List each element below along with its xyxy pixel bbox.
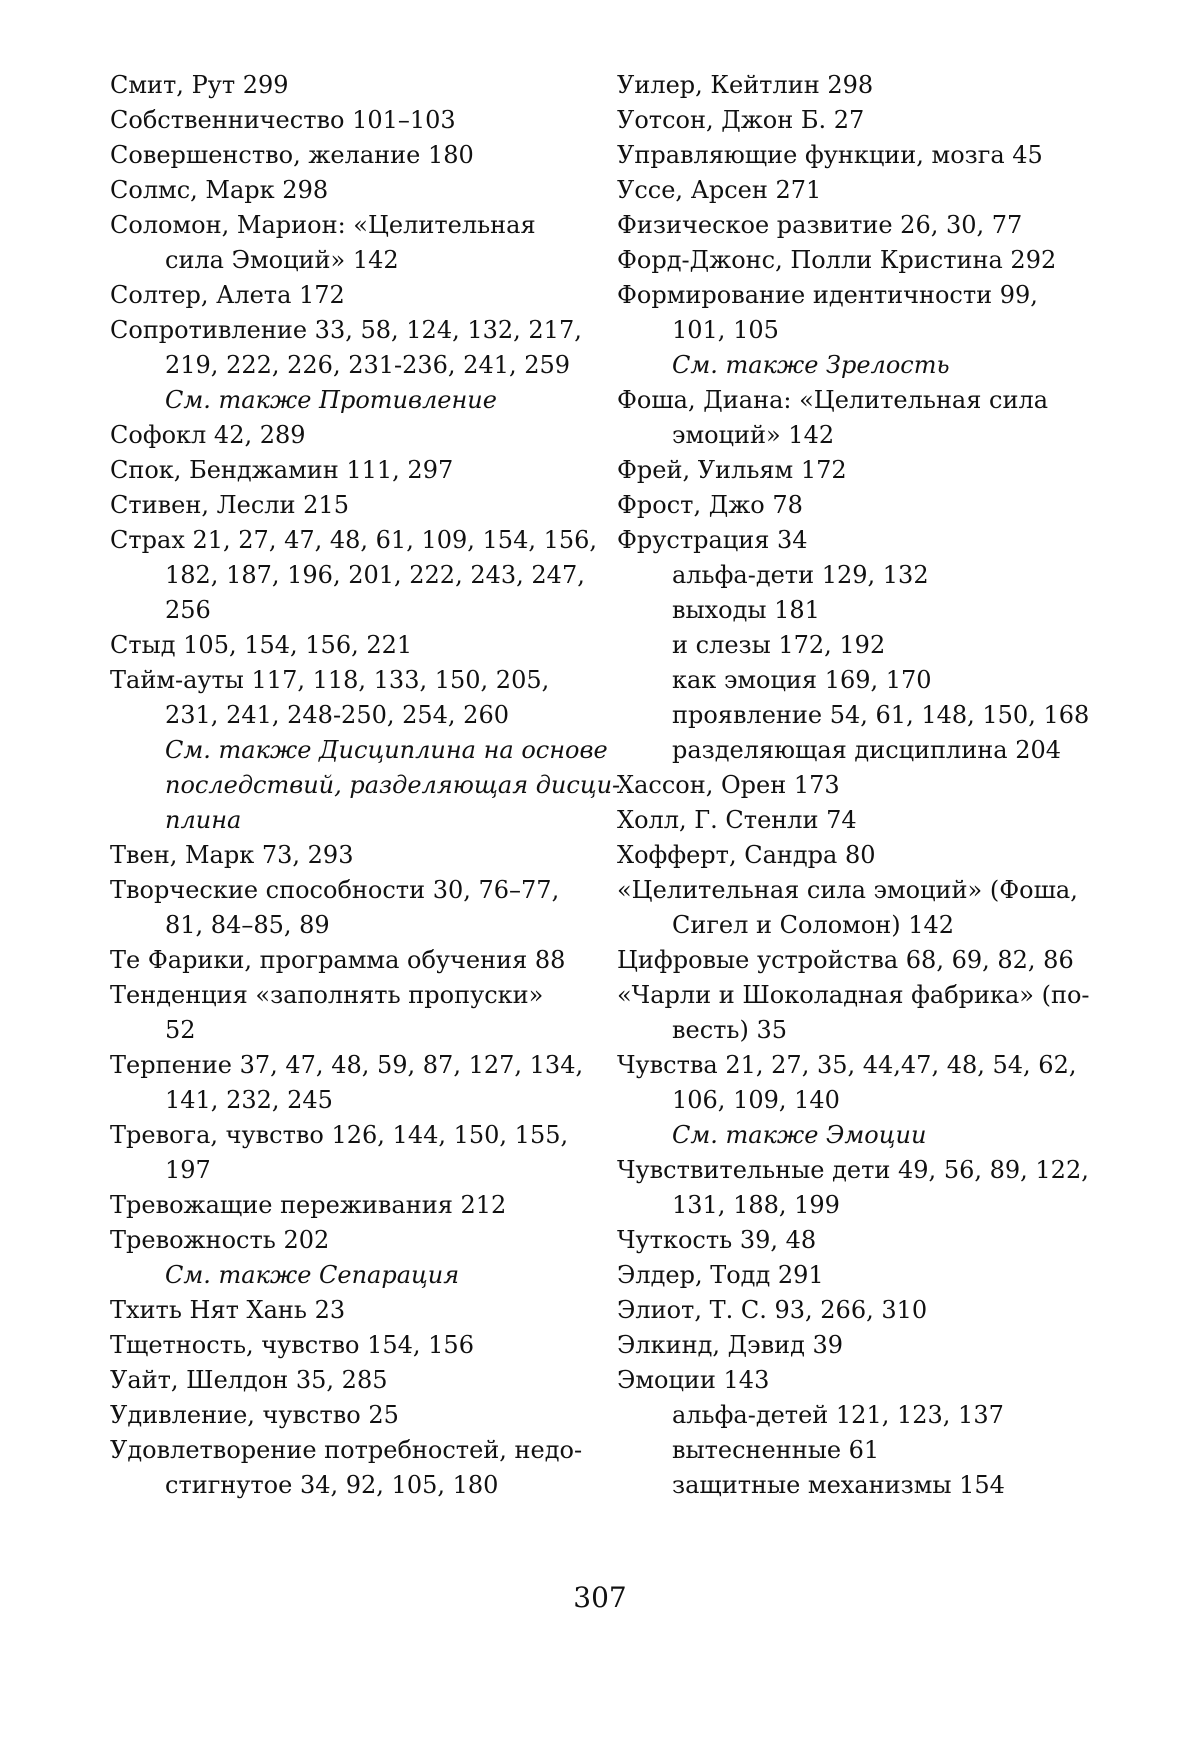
index-see-also-line: См. также Зрелость: [672, 351, 950, 379]
index-entry-line: Те Фарики, программа обучения 88: [110, 946, 566, 974]
index-column-left: [110, 68, 630, 1503]
index-entry-line: Собственничество 101–103: [110, 106, 456, 134]
index-entry-line: Сопротивление 33, 58, 124, 132, 217,: [110, 316, 582, 344]
index-continuation-line: вытесненные 61: [672, 1436, 880, 1464]
index-continuation-line: 106, 109, 140: [672, 1086, 840, 1114]
index-entry-line: Тайм-ауты 117, 118, 133, 150, 205,: [110, 666, 550, 694]
index-see-also-line: См. также Противление: [165, 386, 497, 414]
index-entry-line: Фрост, Джо 78: [617, 491, 803, 519]
index-entry-line: Уссе, Арсен 271: [617, 176, 822, 204]
index-entry-line: «Чарли и Шоколадная фабрика» (по-: [617, 981, 1090, 1009]
index-column-right: [617, 68, 1137, 1503]
index-entry-line: Форд-Джонс, Полли Кристина 292: [617, 246, 1057, 274]
index-entry-line: Тревожащие переживания 212: [110, 1191, 507, 1219]
page-number: 307: [573, 1581, 627, 1614]
index-entry-line: Твен, Марк 73, 293: [110, 841, 354, 869]
index-see-also-line: См. также Дисциплина на основе: [165, 736, 608, 764]
index-see-also-line: последствий, разделяющая дисци-: [165, 771, 621, 799]
index-entry-line: Соломон, Марион: «Целительная: [110, 211, 536, 239]
index-entry-line: Уотсон, Джон Б. 27: [617, 106, 865, 134]
index-entry-line: Творческие способности 30, 76–77,: [110, 876, 560, 904]
index-continuation-line: альфа-детей 121, 123, 137: [672, 1401, 1004, 1429]
index-continuation-line: 131, 188, 199: [672, 1191, 840, 1219]
index-continuation-line: защитные механизмы 154: [672, 1471, 1005, 1499]
index-entry-line: Тхить Нят Хань 23: [110, 1296, 346, 1324]
index-entry-line: Чуткость 39, 48: [617, 1226, 817, 1254]
index-see-also-line: См. также Сепарация: [165, 1261, 460, 1289]
index-entry-line: Управляющие функции, мозга 45: [617, 141, 1043, 169]
index-entry-line: Софокл 42, 289: [110, 421, 306, 449]
index-continuation-line: 231, 241, 248-250, 254, 260: [165, 701, 509, 729]
index-entry-line: Эмоции 143: [617, 1366, 770, 1394]
index-entry-line: Тревога, чувство 126, 144, 150, 155,: [110, 1121, 569, 1149]
index-entry-line: Хассон, Орен 173: [617, 771, 840, 799]
index-entry-line: Удовлетворение потребностей, недо-: [110, 1436, 583, 1464]
index-continuation-line: 141, 232, 245: [165, 1086, 333, 1114]
index-entry-line: Совершенство, желание 180: [110, 141, 474, 169]
index-entry-line: Физическое развитие 26, 30, 77: [617, 211, 1023, 239]
index-entry-line: Стивен, Лесли 215: [110, 491, 349, 519]
index-continuation-line: 81, 84–85, 89: [165, 911, 330, 939]
index-entry-line: Смит, Рут 299: [110, 71, 289, 99]
index-entry-line: Элдер, Тодд 291: [617, 1261, 824, 1289]
index-continuation-line: 182, 187, 196, 201, 222, 243, 247,: [165, 561, 585, 589]
index-entry-line: «Целительная сила эмоций» (Фоша,: [617, 876, 1078, 904]
index-continuation-line: 256: [165, 596, 211, 624]
index-continuation-line: разделяющая дисциплина 204: [672, 736, 1062, 764]
index-entry-line: Фрей, Уильям 172: [617, 456, 847, 484]
index-continuation-line: и слезы 172, 192: [672, 631, 886, 659]
index-entry-line: Фрустрация 34: [617, 526, 808, 554]
index-entry-line: Солмс, Марк 298: [110, 176, 329, 204]
index-continuation-line: весть) 35: [672, 1016, 788, 1044]
index-entry-line: Фоша, Диана: «Целительная сила: [617, 386, 1049, 414]
index-see-also-line: См. также Эмоции: [672, 1121, 927, 1149]
index-entry-line: Хофферт, Сандра 80: [617, 841, 876, 869]
index-continuation-line: проявление 54, 61, 148, 150, 168: [672, 701, 1090, 729]
index-entry-line: Уилер, Кейтлин 298: [617, 71, 874, 99]
index-entry-line: Тенденция «заполнять пропуски»: [110, 981, 544, 1009]
index-entry-line: Терпение 37, 47, 48, 59, 87, 127, 134,: [110, 1051, 584, 1079]
index-entry-line: Уайт, Шелдон 35, 285: [110, 1366, 388, 1394]
index-continuation-line: альфа-дети 129, 132: [672, 561, 929, 589]
index-entry-line: Формирование идентичности 99,: [617, 281, 1038, 309]
index-entry-line: Спок, Бенджамин 111, 297: [110, 456, 454, 484]
index-entry-line: Элиот, Т. С. 93, 266, 310: [617, 1296, 928, 1324]
index-entry-line: Тщетность, чувство 154, 156: [110, 1331, 474, 1359]
index-continuation-line: 197: [165, 1156, 211, 1184]
index-continuation-line: 52: [165, 1016, 196, 1044]
index-entry-line: Стыд 105, 154, 156, 221: [110, 631, 413, 659]
index-continuation-line: 219, 222, 226, 231-236, 241, 259: [165, 351, 571, 379]
index-continuation-line: стигнутое 34, 92, 105, 180: [165, 1471, 499, 1499]
index-continuation-line: Сигел и Соломон) 142: [672, 911, 955, 939]
index-entry-line: Чувствительные дети 49, 56, 89, 122,: [617, 1156, 1089, 1184]
index-entry-line: Чувства 21, 27, 35, 44,47, 48, 54, 62,: [617, 1051, 1077, 1079]
index-entry-line: Элкинд, Дэвид 39: [617, 1331, 844, 1359]
index-continuation-line: как эмоция 169, 170: [672, 666, 932, 694]
index-entry-line: Страх 21, 27, 47, 48, 61, 109, 154, 156,: [110, 526, 598, 554]
index-entry-line: Тревожность 202: [110, 1226, 330, 1254]
index-entry-line: Удивление, чувство 25: [110, 1401, 399, 1429]
index-continuation-line: эмоций» 142: [672, 421, 835, 449]
index-see-also-line: плина: [165, 806, 242, 834]
index-entry-line: Цифровые устройства 68, 69, 82, 86: [617, 946, 1074, 974]
index-entry-line: Холл, Г. Стенли 74: [617, 806, 857, 834]
index-continuation-line: сила Эмоций» 142: [165, 246, 399, 274]
index-entry-line: Солтер, Алета 172: [110, 281, 345, 309]
index-continuation-line: 101, 105: [672, 316, 779, 344]
index-continuation-line: выходы 181: [672, 596, 820, 624]
